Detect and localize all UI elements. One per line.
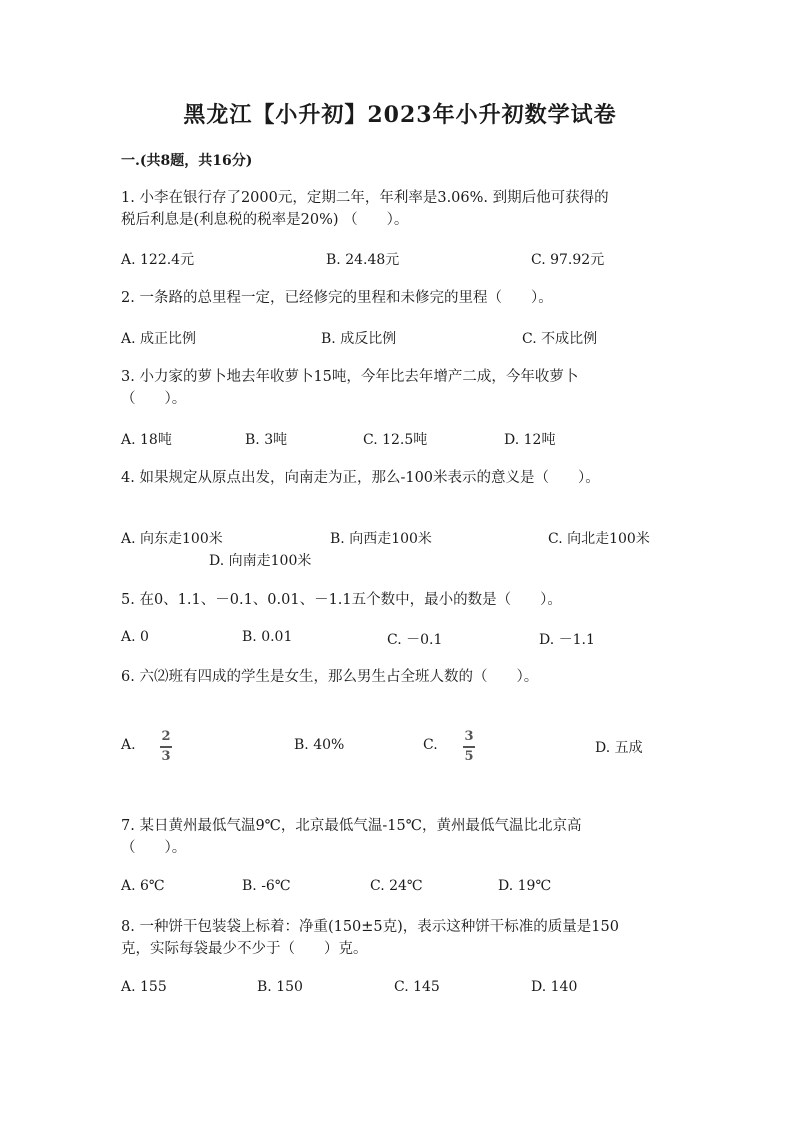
question-7-line-2: （ ）。	[121, 840, 187, 856]
q6-option-d: D. 五成	[595, 740, 643, 756]
q8-option-c: C. 145	[394, 979, 440, 995]
q8-option-b: B. 150	[257, 979, 303, 995]
q8-option-d: D. 140	[531, 979, 578, 995]
fraction-denominator: 3	[161, 748, 171, 764]
q5-option-b: B. 0.01	[242, 629, 293, 645]
q8-option-a: A. 155	[121, 979, 167, 995]
q3-option-d: D. 12吨	[504, 432, 556, 448]
q6-fraction-a	[160, 730, 172, 764]
q4-option-a: A. 向东走100米	[121, 531, 223, 547]
question-1-line-2: 税后利息是(利息税的税率是20%) （ ）。	[121, 212, 409, 228]
q1-option-b: B. 24.48元	[326, 252, 400, 268]
q3-option-b: B. 3吨	[245, 432, 288, 448]
section-heading: 一.(共8题，共16分)	[121, 153, 253, 169]
question-3-line-2: （ ）。	[121, 391, 187, 407]
q3-option-a: A. 18吨	[121, 432, 172, 448]
q1-option-a: A. 122.4元	[121, 252, 195, 268]
question-5-line-1: 5. 在0、1.1、－0.1、0.01、－1.1五个数中，最小的数是（ ）。	[121, 592, 562, 608]
q7-option-c: C. 24℃	[370, 878, 423, 894]
q6-option-c: C.	[423, 737, 438, 753]
q4-option-c: C. 向北走100米	[548, 531, 650, 547]
fraction-denominator: 5	[464, 748, 474, 764]
q7-option-a: A. 6℃	[121, 878, 165, 894]
q6-option-b: B. 40%	[294, 737, 345, 753]
question-2-line-1: 2. 一条路的总里程一定，已经修完的里程和未修完的里程（ ）。	[121, 290, 553, 306]
q4-option-d: D. 向南走100米	[209, 553, 312, 569]
question-1-line-1: 1. 小李在银行存了2000元，定期二年，年利率是3.06%. 到期后他可获得的	[121, 190, 609, 206]
q5-option-d: D. －1.1	[539, 632, 595, 648]
q6-option-a: A.	[121, 737, 136, 753]
fraction-bar	[160, 746, 172, 748]
q5-option-a: A. 0	[121, 629, 149, 645]
q5-option-c: C. －0.1	[387, 632, 443, 648]
q2-option-a: A. 成正比例	[121, 331, 197, 347]
exam-title: 黑龙江【小升初】2023年小升初数学试卷	[183, 102, 617, 128]
q7-option-d: D. 19℃	[498, 878, 552, 894]
q3-option-c: C. 12.5吨	[363, 432, 428, 448]
question-6-line-1: 6. 六⑵班有四成的学生是女生，那么男生占全班人数的（ ）。	[121, 669, 539, 685]
question-8-line-2: 克，实际每袋最少不少于（ ）克。	[121, 941, 368, 957]
question-3-line-1: 3. 小力家的萝卜地去年收萝卜15吨，今年比去年增产二成，今年收萝卜	[121, 369, 579, 385]
q6-fraction-c	[463, 730, 475, 764]
question-4-line-1: 4. 如果规定从原点出发，向南走为正，那么-100米表示的意义是（ ）。	[121, 470, 600, 486]
q4-option-b: B. 向西走100米	[330, 531, 432, 547]
question-8-line-1: 8. 一种饼干包装袋上标着：净重(150±5克)，表示这种饼干标准的质量是150	[121, 919, 619, 935]
q7-option-b: B. -6℃	[242, 878, 291, 894]
q2-option-b: B. 成反比例	[321, 331, 397, 347]
fraction-numerator: 2	[161, 729, 171, 744]
q2-option-c: C. 不成比例	[522, 331, 598, 347]
question-7-line-1: 7. 某日黄州最低气温9℃，北京最低气温-15℃，黄州最低气温比北京高	[121, 818, 582, 834]
fraction-bar	[463, 746, 475, 748]
fraction-numerator: 3	[464, 729, 474, 744]
q1-option-c: C. 97.92元	[531, 252, 605, 268]
